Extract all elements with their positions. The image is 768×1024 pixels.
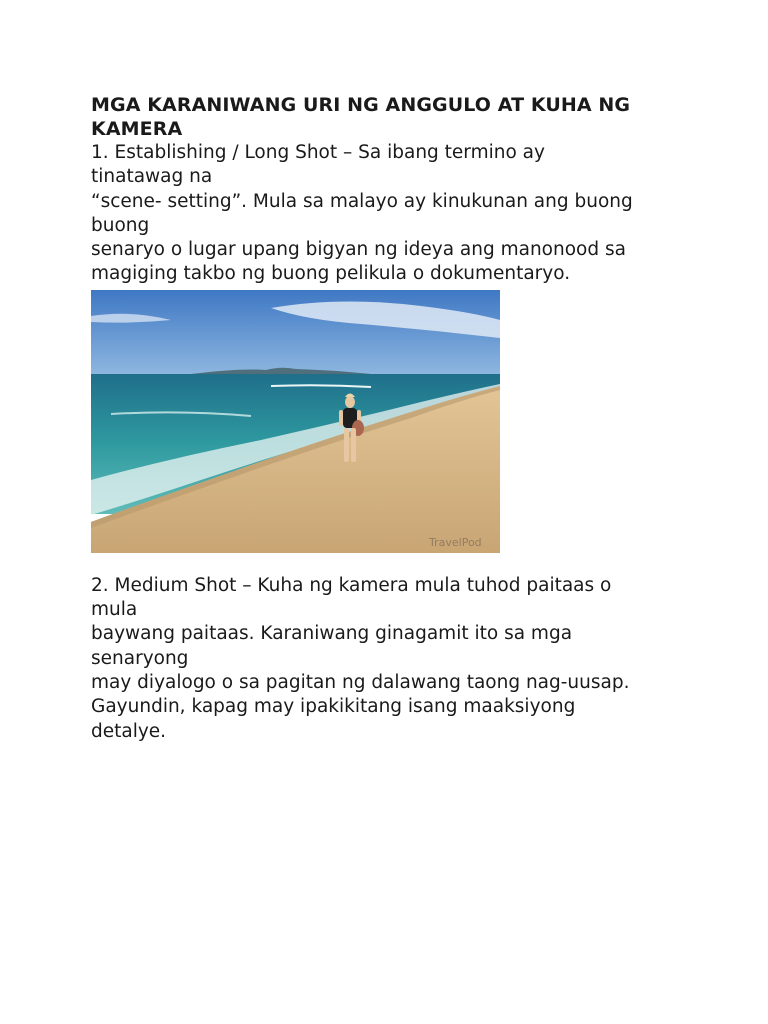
document-page (91, 93, 691, 744)
section-2-text (91, 574, 691, 744)
section-2-line-4: senaryong (91, 647, 189, 669)
section-2-line-5: may diyalogo o sa pagitan ng dalawang taong nag-uusap. (91, 671, 630, 693)
document-title (91, 93, 691, 141)
section-1-line-1: 1. Establishing / Long Shot – Sa ibang termino ay (91, 142, 545, 163)
section-1-text (91, 141, 691, 287)
section-2-line-3: baywang paitaas. Karaniwang ginagamit ito sa mga (91, 623, 573, 645)
beach-photo (91, 290, 500, 553)
sky (91, 290, 500, 376)
section-2-line-7: detalye. (91, 720, 167, 742)
section-2-line-1: 2. Medium Shot – Kuha ng kamera mula tuhod paitaas o (91, 574, 612, 596)
section-1-line-5: senaryo o lugar upang bigyan ng ideya ang manonood sa (91, 239, 626, 261)
section-1-line-4: buong (91, 214, 150, 236)
section-2-line-2: mula (91, 599, 138, 621)
section-1-line-6: magiging takbo ng buong pelikula o dokumentaryo. (91, 263, 571, 285)
section-1-line-2: tinatawag na (91, 166, 213, 188)
title-line-1: MGA KARANIWANG URI NG ANGGULO AT KUHA NG (91, 94, 631, 116)
section-1-line-3: “scene- setting”. Mula sa malayo ay kinukunan ang buong (91, 190, 633, 212)
title-line-2: KAMERA (91, 118, 183, 140)
section-2-line-6: Gayundin, kapag may ipakikitang isang maaksiyong (91, 696, 576, 718)
watermark: TravelPod (429, 535, 482, 549)
